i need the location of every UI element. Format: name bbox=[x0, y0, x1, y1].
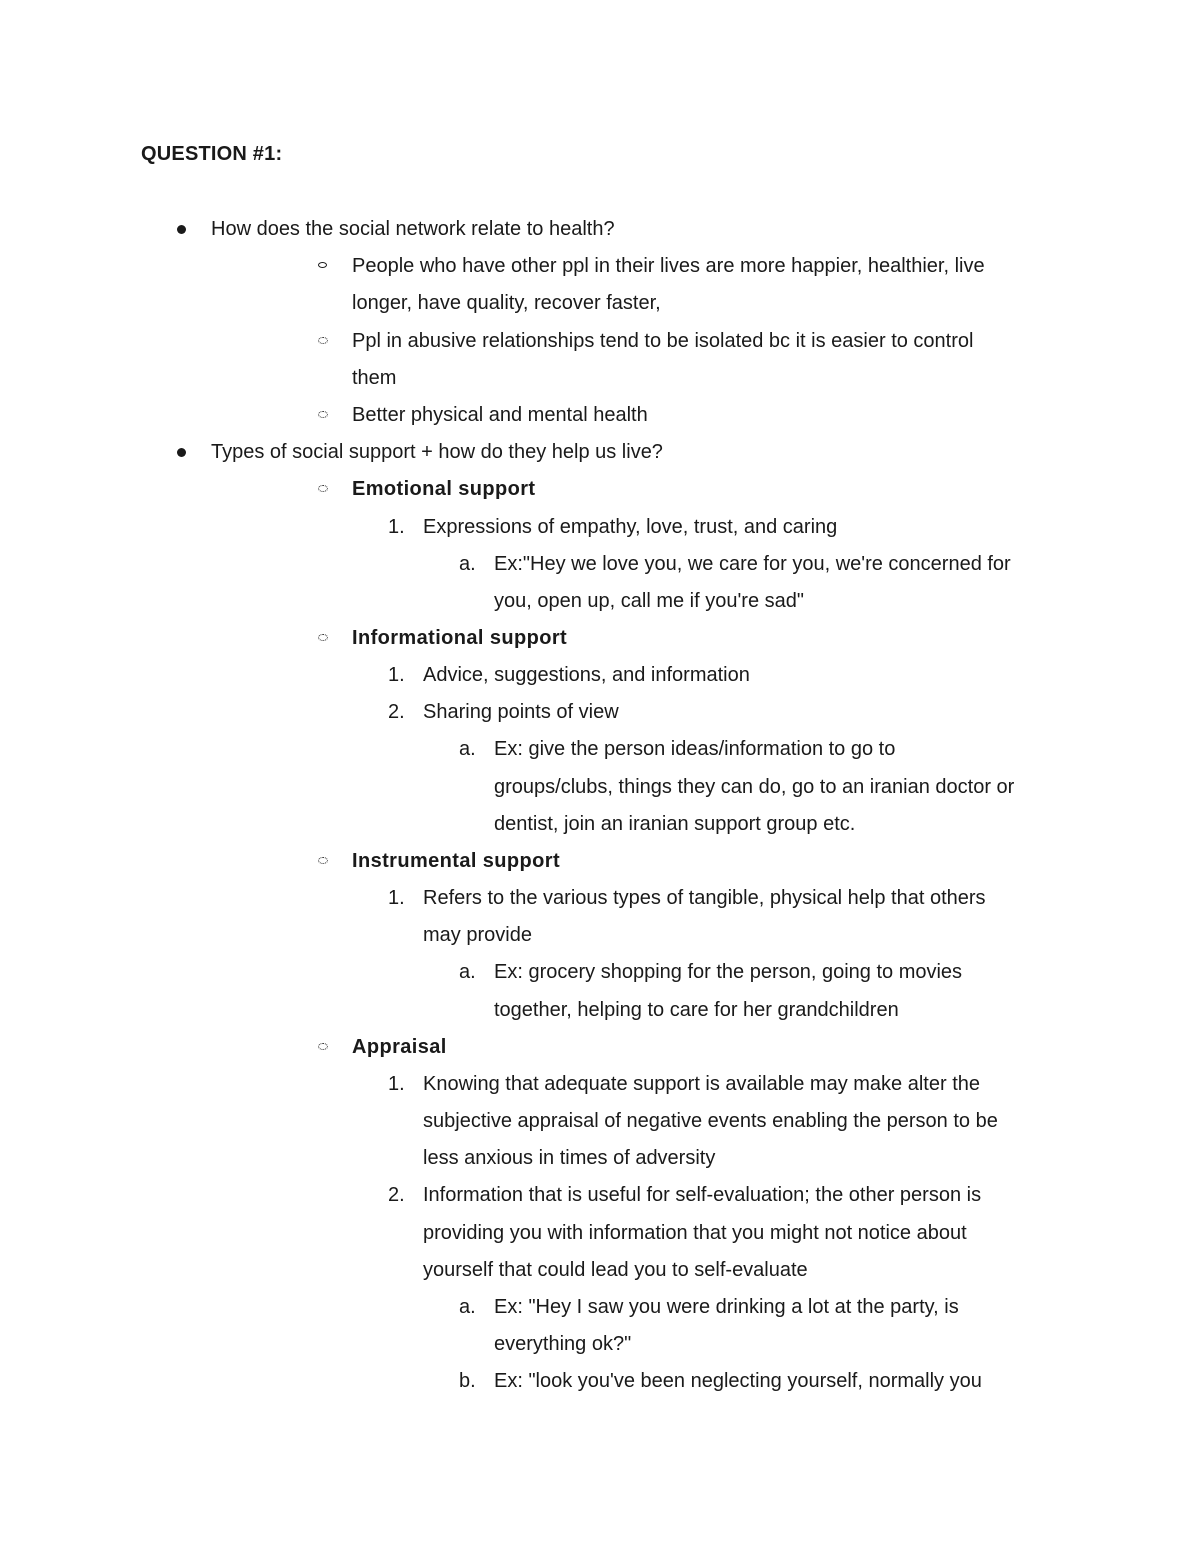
list-letter: a. bbox=[459, 738, 476, 760]
list-item-text: Ex: give the person ideas/information to go to bbox=[494, 738, 896, 760]
bullet-dotted-icon bbox=[318, 857, 328, 864]
bullet-dotted-icon bbox=[318, 411, 328, 418]
list-item-text: Better physical and mental health bbox=[352, 404, 648, 426]
section-heading-emotional: Emotional support bbox=[352, 478, 536, 500]
list-item-text: groups/clubs, things they can do, go to an iranian doctor or bbox=[494, 776, 1015, 798]
list-item-text: them bbox=[352, 367, 397, 389]
list-item-text: Knowing that adequate support is available may make alter the bbox=[423, 1073, 981, 1095]
list-item-text: less anxious in times of adversity bbox=[423, 1147, 716, 1169]
list-item-text: Ex:"Hey we love you, we care for you, we're concerned for bbox=[494, 553, 1011, 575]
bullet-circle-icon bbox=[318, 262, 327, 268]
list-number: 2. bbox=[388, 1184, 405, 1206]
list-letter: b. bbox=[459, 1370, 476, 1392]
bullet-dotted-icon bbox=[318, 485, 328, 492]
section-heading-appraisal: Appraisal bbox=[352, 1036, 447, 1058]
list-number: 2. bbox=[388, 701, 405, 723]
list-item-text: you, open up, call me if you're sad" bbox=[494, 590, 804, 612]
list-letter: a. bbox=[459, 1296, 476, 1318]
list-item-text: subjective appraisal of negative events enabling the person to be bbox=[423, 1110, 998, 1132]
bullet-disc-icon bbox=[177, 225, 186, 234]
list-number: 1. bbox=[388, 516, 405, 538]
list-item-q1: How does the social network relate to health? bbox=[211, 218, 615, 240]
bullet-dotted-icon bbox=[318, 1043, 328, 1050]
list-item-text: Refers to the various types of tangible, physical help that others bbox=[423, 887, 986, 909]
section-heading-informational: Informational support bbox=[352, 627, 568, 649]
list-item-text: Ex: "Hey I saw you were drinking a lot at the party, is bbox=[494, 1296, 959, 1318]
list-number: 1. bbox=[388, 887, 405, 909]
list-letter: a. bbox=[459, 553, 476, 575]
list-number: 1. bbox=[388, 664, 405, 686]
list-item-q2: Types of social support + how do they help us live? bbox=[211, 441, 663, 463]
list-letter: a. bbox=[459, 961, 476, 983]
list-item-text: providing you with information that you might not notice about bbox=[423, 1222, 967, 1244]
list-item-text: Expressions of empathy, love, trust, and caring bbox=[423, 516, 838, 538]
list-item-text: Ppl in abusive relationships tend to be isolated bc it is easier to control bbox=[352, 330, 974, 352]
list-item-text: Advice, suggestions, and information bbox=[423, 664, 750, 686]
list-number: 1. bbox=[388, 1073, 405, 1095]
bullet-dotted-icon bbox=[318, 634, 328, 641]
page-title: QUESTION #1: bbox=[141, 143, 283, 165]
list-item-text: Information that is useful for self-evaluation; the other person is bbox=[423, 1184, 982, 1206]
list-item-text: dentist, join an iranian support group etc. bbox=[494, 813, 856, 835]
bullet-disc-icon bbox=[177, 448, 186, 457]
list-item-text: longer, have quality, recover faster, bbox=[352, 292, 661, 314]
section-heading-instrumental: Instrumental support bbox=[352, 850, 561, 872]
list-item-text: may provide bbox=[423, 924, 532, 946]
list-item-text: together, helping to care for her grandchildren bbox=[494, 999, 899, 1021]
list-item-text: yourself that could lead you to self-evaluate bbox=[423, 1259, 808, 1281]
list-item-text: People who have other ppl in their lives are more happier, healthier, live bbox=[352, 255, 985, 277]
list-item-text: Sharing points of view bbox=[423, 701, 619, 723]
bullet-dotted-icon bbox=[318, 337, 328, 344]
list-item-text: Ex: grocery shopping for the person, going to movies bbox=[494, 961, 963, 983]
list-item-text: Ex: "look you've been neglecting yourself, normally you bbox=[494, 1370, 982, 1392]
list-item-text: everything ok?" bbox=[494, 1333, 632, 1355]
